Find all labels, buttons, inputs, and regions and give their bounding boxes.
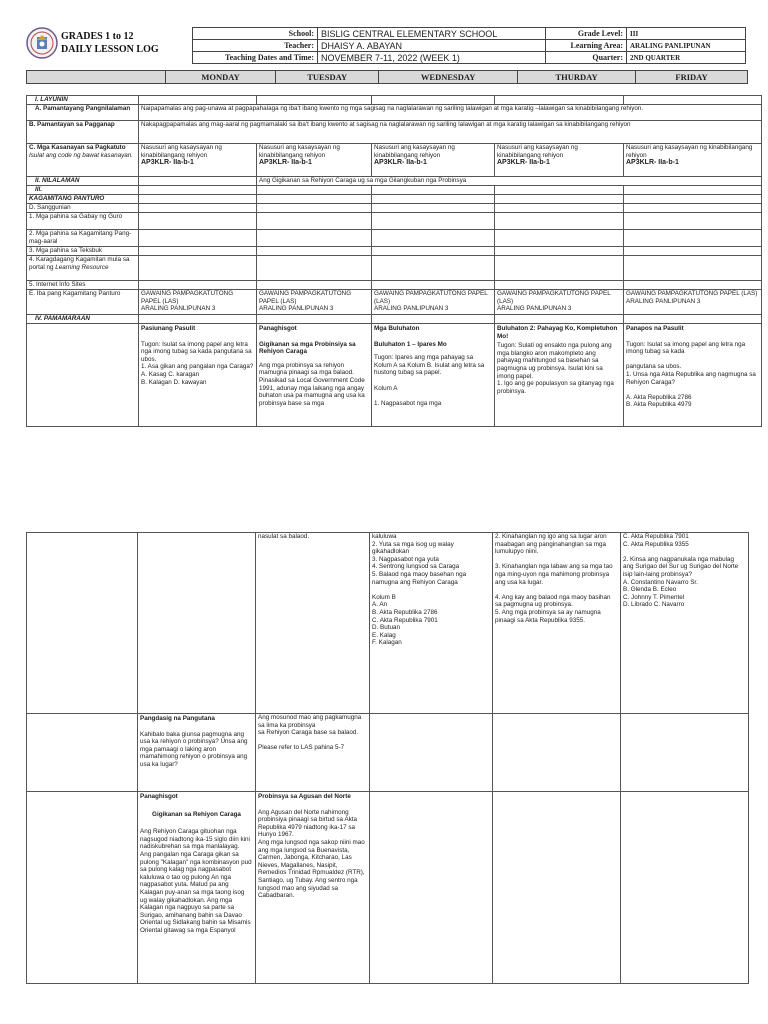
ap3-label: ARALING PANLIPUNAN 3 bbox=[259, 305, 334, 313]
lesson-plan-table-page-1 bbox=[26, 95, 762, 427]
pamamaraan-wednesday bbox=[372, 324, 495, 427]
ap3-label: ARALING PANLIPUNAN 3 bbox=[626, 297, 701, 305]
learning-resource-text: Learning Resource bbox=[55, 263, 109, 271]
pamamaraan-friday bbox=[624, 324, 762, 427]
dates-label: Teaching Dates and Time: bbox=[193, 52, 318, 64]
las-label: GAWAING PAMPAGKATUTONG PAPEL (LAS) bbox=[374, 290, 488, 305]
day-thursday: THURDAY bbox=[518, 71, 636, 84]
panapos-na-pasulit-title: Panapos na Pasulit bbox=[626, 325, 684, 332]
panaghisgot-text: Ang mga probinsya sa rehiyon mamugna pinaagi sa mga balaod. Pinasikad sa Local Government Code 1991, adunay mga laikang nga angay buhaton usa pa mamugna ang usa ka probinsya base sa mga bbox=[259, 361, 365, 407]
nilalaman-text: Ang Gigikanan sa Rehiyon Caraga ug sa mga Gilangkuban nga Probinsya bbox=[257, 177, 762, 186]
pamantayang-pangnilalaman-label: A. Pamantayang Pangnilalaman bbox=[27, 105, 139, 121]
pasiunang-pasulit-title: Pasiunang Pasulit bbox=[141, 325, 196, 332]
kasanayan-label-cell bbox=[27, 144, 139, 177]
teksbuk-label: 3. Mga pahina sa Teksbuk bbox=[27, 247, 139, 256]
ap3-label: ARALING PANLIPUNAN 3 bbox=[374, 305, 449, 313]
mosunod-text: Ang mosunod mao ang pagkamugna sa lima ka probinsya sa Rehiyon Caraga base sa balaod. Please refer to LAS pahina 5-7 bbox=[256, 714, 370, 792]
kasanayan-label: C. Mga Kasanayan sa Pagkatuto bbox=[29, 144, 126, 151]
continued-tuesday: nasulat sa balaod. bbox=[256, 533, 370, 714]
layunin-label: I. LAYUNIN bbox=[27, 96, 139, 105]
internet-info-sites-label: 5. Internet Info Sites bbox=[27, 281, 139, 290]
kasanayan-code: AP3KLR- IIa-b-1 bbox=[626, 159, 679, 167]
title-line-2: DAILY LESSON LOG bbox=[61, 44, 159, 55]
karagdagang-kagamitan-label bbox=[27, 256, 139, 281]
nilalaman-label: II. NILALAMAN bbox=[27, 177, 139, 186]
kasanayan-monday bbox=[139, 144, 257, 177]
kagamitang-pang-mag-aaral-label: 2. Mga pahina sa Kagamitang Pang-mag-aaral bbox=[27, 230, 139, 247]
iba-pang-kagamitan-friday bbox=[624, 290, 762, 315]
dates-value: NOVEMBER 7-11, 2022 (WEEK 1) bbox=[318, 52, 546, 64]
day-tuesday: TUESDAY bbox=[276, 71, 379, 84]
gigikanan-rehiyon-text: Ang Rehiyon Caraga gituohan nga nagsugod niadtong ika-15 siglo diin kini nadiskubrehan sa mga manlalayag. Ang pangalan nga Caraga gikan sa pulong "Kalagan" nga kombinasyon pud sa pulong kalag nga nagpasabot kaluluwa o tao og pulong An nga nagpasabot yuta. Matud pa ang Kalagan puy-anan sa mga taong isog ug walay gikahadlokan. Ang mga Kalagan nga nagpuyo sa parte sa Surigao, amihanang bahin sa Davao Oriental ug Sidlakang bahin sa Misamis Oriental gitawag sa mga Espanyol bbox=[140, 828, 252, 934]
agusan-del-norte-text: Ang Agusan del Norte nahimong probinsiya pinaagi sa birtud sa Akta Republika 4979 niadtong ika-17 sa Hunyo 1967. Ang mga lungsod nga sakop niini mao ang mga lungsod sa Buenavista, Carmen, Jabonga, Kitcharao, Las Nieves, Magallanes, Nasipit, Remedios Trinidad Rpmualdez (RTR), Santiago, ug Tubay. Ang sentro nga lungsod mao ang siyudad sa Cabadbaran. bbox=[258, 808, 365, 900]
gigikanan-rehiyon-subtitle: Gigikanan sa Rehiyon Caraga bbox=[152, 810, 241, 818]
title-line-1: GRADES 1 to 12 bbox=[61, 31, 134, 42]
pamantayang-pangnilalaman-text: Naipapamalas ang pag-unawa at pagpapahalaga ng iba't ibang kwento ng mga sagisag na naglalarawan ng sariling lalawigan at mga karatig –lalawigan sa kinabibilangang rehiyon. bbox=[139, 105, 762, 121]
continued-thursday: 2. Kinahanglan ng igo ang sa lugar aron maabagan ang panginahanglan sa mga lumulupyo niini. 3. Kinahanglan nga labaw ang sa mga tao nga ming-uyon nga mahimong probinsya ang usa ka lugar. 4. Ang kay ang balaod nga maoy basihan sa pagmugna ug probinsya. 5. Ang mga probinsya sa ay namugna pinaagi sa Akta Republika 9355. bbox=[493, 533, 621, 714]
kasanayan-wednesday bbox=[372, 144, 495, 177]
kasanayan-friday bbox=[624, 144, 762, 177]
kasanayan-code: AP3KLR- IIa-b-1 bbox=[259, 159, 312, 167]
karagdagang-kagamitan-text: 4. Karagdagang Kagamitan mula sa portal ng bbox=[29, 256, 130, 271]
area-label: Learning Area: bbox=[546, 40, 627, 52]
school-label: School: bbox=[193, 28, 318, 40]
sanggunian-label: D. Sanggunian bbox=[27, 204, 139, 213]
panaghisgot-2-title: Panaghisgot bbox=[140, 793, 178, 800]
area-value: ARALING PANLIPUNAN bbox=[627, 40, 746, 52]
mga-buluhaton-title: Mga Buluhaton bbox=[374, 325, 420, 332]
kasanayan-tuesday bbox=[257, 144, 372, 177]
kasanayan-text: Nasusuri ang kasaysayan ng kinabibilangang rehiyon bbox=[259, 144, 340, 159]
iba-pang-kagamitan-monday bbox=[139, 290, 257, 315]
ap3-label: ARALING PANLIPUNAN 3 bbox=[141, 305, 216, 313]
kasanayan-code: AP3KLR- IIa-b-1 bbox=[497, 159, 550, 167]
kasanayan-thursday bbox=[495, 144, 624, 177]
kasanayan-code: AP3KLR- IIa-b-1 bbox=[141, 159, 194, 167]
iba-pang-kagamitan-thursday bbox=[495, 290, 624, 315]
ipares-mo-text: Tugon: Ipares ang mga pahayag sa Kolum A sa Kolum B. Isulat ang letra sa hustong tubag sa papel. Kolum A 1. Nagpasabot nga mga bbox=[374, 354, 485, 407]
kasanayan-text: Nasusuri ang kasaysayan ng kinabibilangang rehiyon bbox=[374, 144, 455, 159]
school-value: BISLIG CENTRAL ELEMENTARY SCHOOL bbox=[318, 28, 546, 40]
pamamaraan-thursday bbox=[495, 324, 624, 427]
deped-seal-icon bbox=[26, 27, 58, 59]
pasiunang-pasulit-text: Tugon: Isulat sa imong papel ang letra nga imong tubag sa kada pangutana sa ubos. 1. Asa gikan ang pangalan nga Caraga? A. Kasag C. karagan B. Kalagan D. kawayan bbox=[141, 340, 254, 386]
pamamaraan-label: IV. PAMAMARAAN bbox=[27, 315, 139, 324]
ipares-mo-subtitle: Buluhaton 1 – Ipares Mo bbox=[374, 340, 447, 348]
continued-wednesday: kaluluwa 2. Yuta sa mga isog ug walay gikahadlokan 3. Nagpasabot nga yuta 4. Sentrong lungsod sa Caraga 5. Balaod nga maoy basehan nga namugna ang Rehiyon Caraga Kolum B A. An B. Akta Republika 2786 C. Akta Republika 7901 D. Butuan E. Kalag F. Kalagan bbox=[370, 533, 493, 714]
pamantayan-sa-pagganap-text: Nakapagpapamalas ang mag-aaral ng pagmamalaki sa iba't ibang kwento at sagisag na naglalarawan ng sariling lalawigan at mga karatig lalawigan sa kinabibilangang rehiyon bbox=[139, 121, 762, 144]
teacher-label: Teacher: bbox=[193, 40, 318, 52]
buluhaton-2-text: Tugon: Sulati og ensakto nga pulong ang mga blangko aron makompleto ang pahayag mahitungod sa basehan sa pagmugna ug probinsya. Isulat kini sa imong papel. 1. Igo ang ge populasyon sa gitanyag nga probinsya. bbox=[497, 342, 614, 395]
pangdasig-cell bbox=[138, 714, 256, 792]
iba-pang-kagamitan-tuesday bbox=[257, 290, 372, 315]
pangdasig-text: Kahibalo baka giunsa pagmugna ang usa ka rehiyon o probinsya? Unsa ang mga pamaagi o laking aron mamahimong rehiyon o probinsya ang usa ka lugar? bbox=[140, 730, 248, 768]
day-monday: MONDAY bbox=[166, 71, 276, 84]
kasanayan-text: Nasusuri ang kasaysayan ng kinabibilangang rehiyon bbox=[626, 144, 753, 159]
pangdasig-title: Pangdasig na Pangutana bbox=[140, 715, 215, 722]
days-header bbox=[26, 70, 748, 84]
gigikanan-subtitle: Gigikanan sa mga Probinsiya sa Rehiyon Caraga bbox=[259, 340, 356, 356]
pamantayan-sa-pagganap-label: B. Pamantayan sa Pagganap bbox=[27, 121, 139, 144]
day-wednesday: WEDNESDAY bbox=[379, 71, 518, 84]
kasanayan-text: Nasusuri ang kasaysayan ng kinabibilangang rehiyon bbox=[497, 144, 578, 159]
panaghisgot-title: Panaghisgot bbox=[259, 325, 297, 332]
panapos-na-pasulit-text: Tugon: Isulat sa imong papel ang letra nga imong tubag sa kada pangutana sa ubos. 1. Unsa nga Akta Republika ang nagmugna sa Rehiyon Caraga? A. Akta Republika 2786 B. Akta Republika 4979 bbox=[626, 340, 756, 409]
pamamaraan-tuesday bbox=[257, 324, 372, 427]
lesson-plan-table-page-2 bbox=[26, 532, 749, 984]
kasanayan-sub: Isulat ang code ng bawat kasanayan. bbox=[29, 151, 133, 159]
pamamaraan-monday bbox=[139, 324, 257, 427]
days-blank bbox=[27, 71, 166, 84]
kasanayan-code: AP3KLR- IIa-b-1 bbox=[374, 159, 427, 167]
continued-friday: C. Akta Republika 7901 C. Akta Republika 9355 2. Kinsa ang nagpanukala nga mabulag ang Surigao del Sur ug Surigao del Norte isip lain-laing probinsya? A. Constantino Navarro Sr. B. Glenda B. Ecleo C. Johnny T. Pimentel D. Librado C. Navarro bbox=[621, 533, 749, 714]
grade-label: Grade Level: bbox=[546, 28, 627, 40]
iba-pang-kagamitan-label: E. Iba pang Kagamitang Panturo bbox=[27, 290, 139, 315]
quarter-label: Quarter: bbox=[546, 52, 627, 64]
gabay-ng-guro-label: 1. Mga pahina sa Gabay ng Guro bbox=[27, 213, 139, 230]
lesson-log-header bbox=[26, 27, 748, 67]
las-label: GAWAING PAMPAGKATUTONG PAPEL (LAS) bbox=[497, 290, 611, 305]
panaghisgot-2-cell bbox=[138, 792, 256, 984]
kasanayan-text: Nasusuri ang kasaysayan ng kinabibilangang rehiyon bbox=[141, 144, 222, 159]
grade-value: III bbox=[627, 28, 746, 40]
log-title bbox=[61, 30, 159, 56]
teacher-value: DHAISY A. ABAYAN bbox=[318, 40, 546, 52]
quarter-value: 2ND QUARTER bbox=[627, 52, 746, 64]
kagamitang-panturo-label: KAGAMITANG PANTURO bbox=[27, 195, 139, 204]
agusan-del-norte-title: Probinsya sa Agusan del Norte bbox=[258, 793, 351, 800]
iii-label: III. bbox=[27, 186, 139, 195]
ap3-label: ARALING PANLIPUNAN 3 bbox=[497, 305, 572, 313]
buluhaton-2-title: Buluhaton 2: Pahayag Ko, Kompletuhon Mo! bbox=[497, 325, 618, 340]
iba-pang-kagamitan-wednesday bbox=[372, 290, 495, 315]
day-friday: FRIDAY bbox=[636, 71, 748, 84]
las-label: GAWAING PAMPAGKATUTONG PAPEL (LAS) bbox=[141, 290, 234, 305]
las-label: GAWAING PAMPAGKATUTONG PAPEL (LAS) bbox=[626, 290, 758, 297]
las-label: GAWAING PAMPAGKATUTONG PAPEL (LAS) bbox=[259, 290, 352, 305]
agusan-del-norte-cell bbox=[256, 792, 370, 984]
